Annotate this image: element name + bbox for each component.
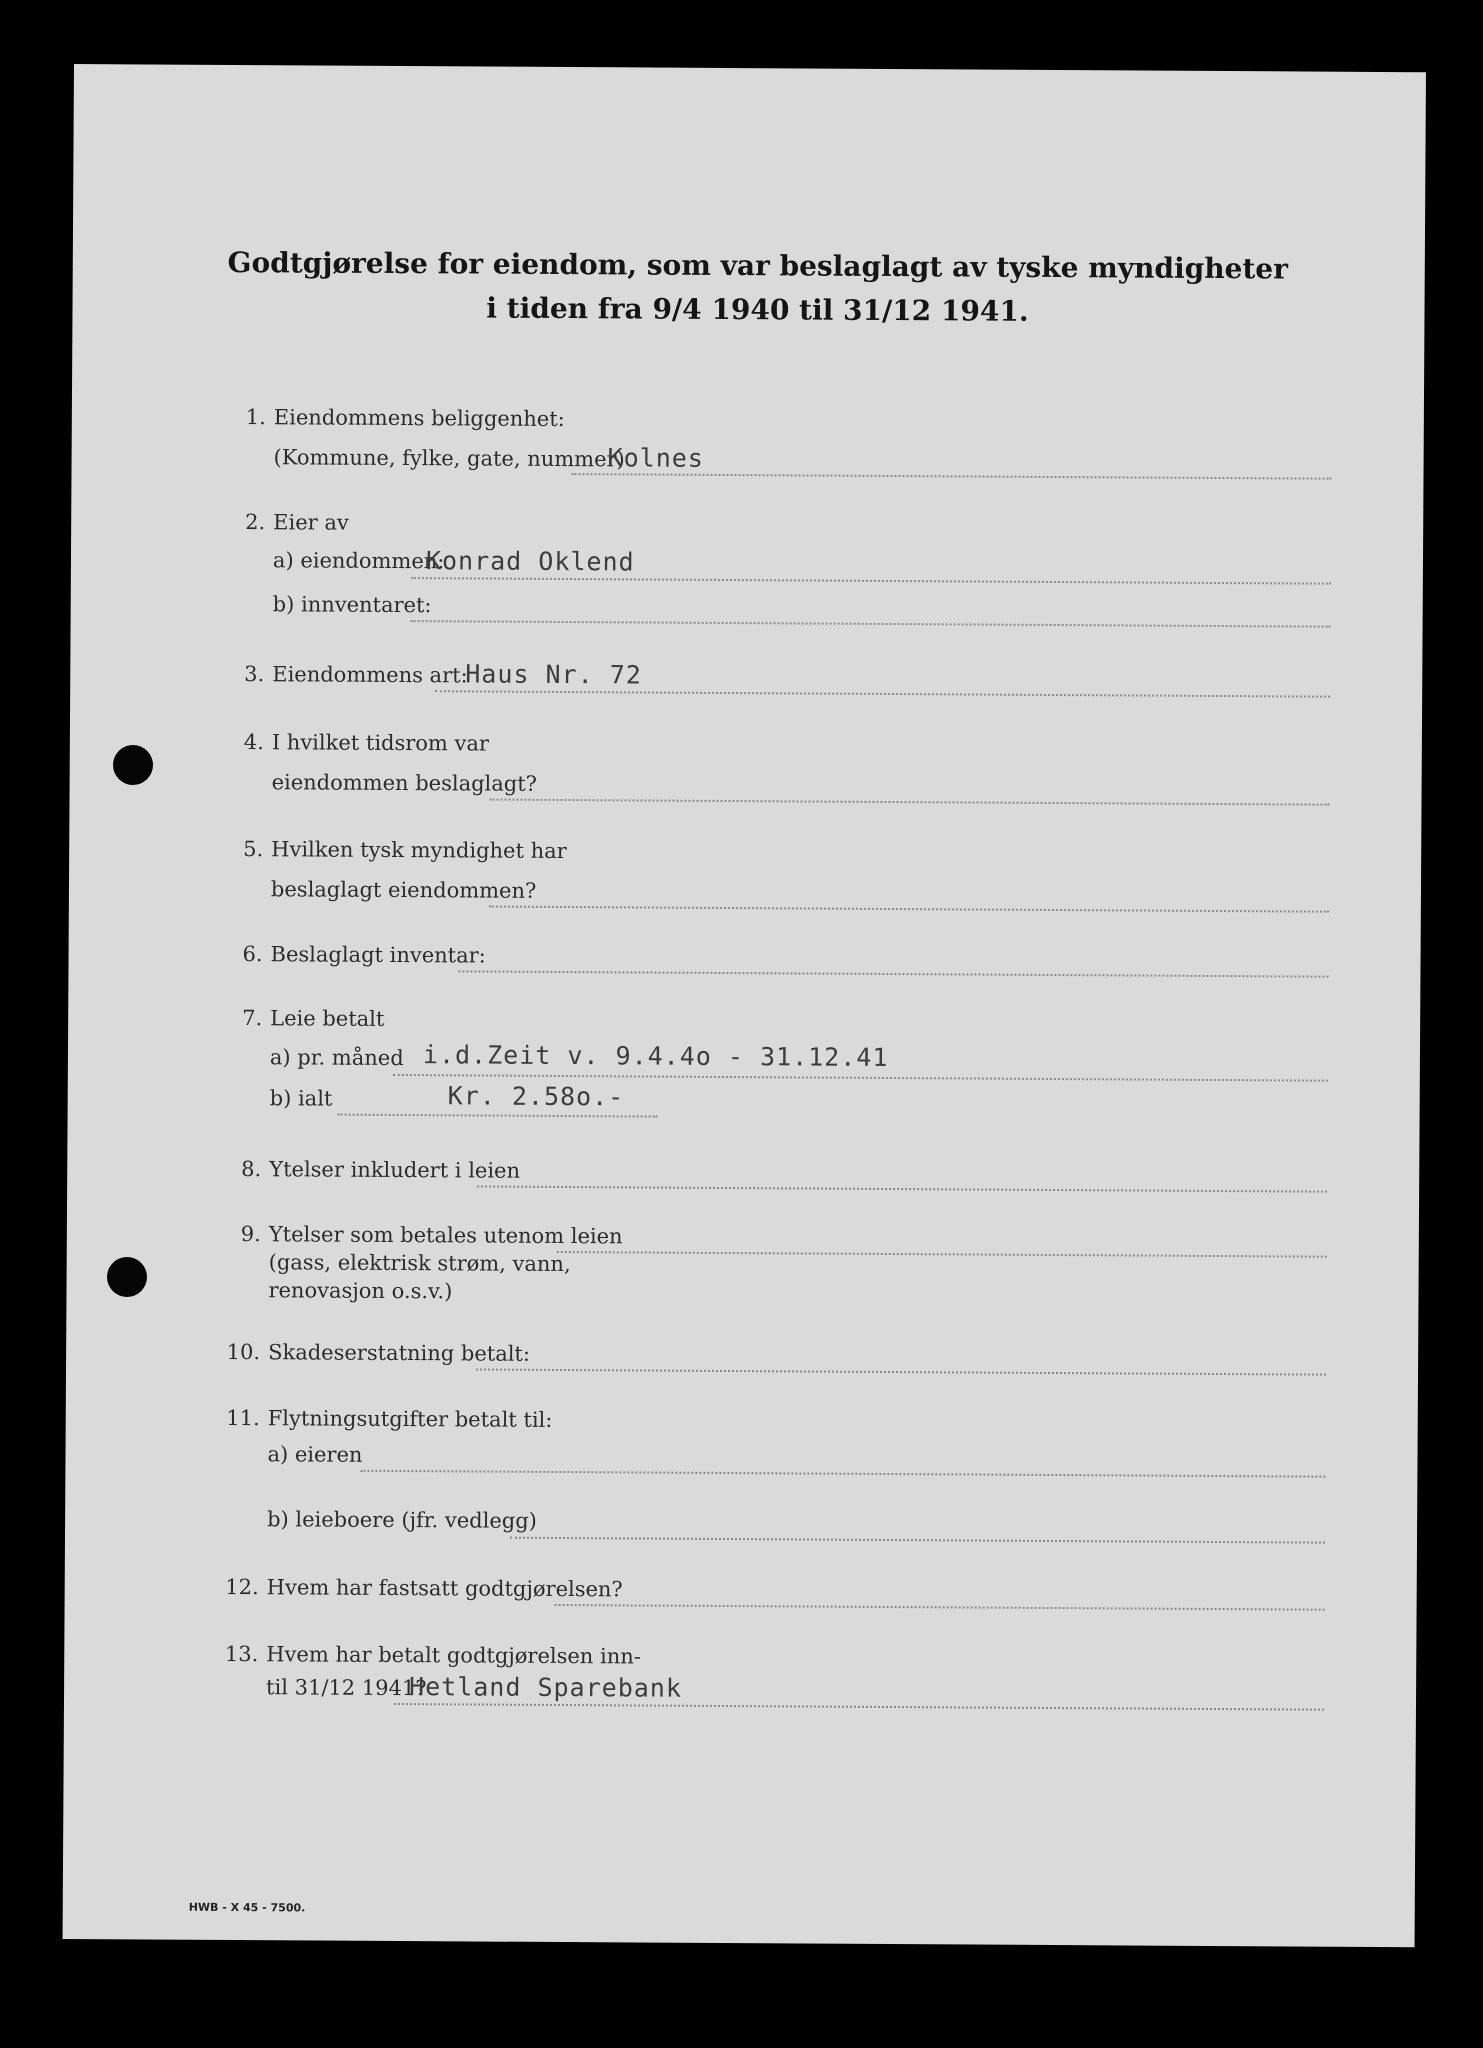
question-number: 12.: [225, 1574, 259, 1600]
sub-label: b) innventaret:: [272, 592, 432, 618]
answer-line: [411, 577, 1331, 585]
question-text: beslaglagt eiendommen?: [270, 877, 537, 903]
question-text: Eier av: [273, 510, 349, 535]
question-text: Hvem har fastsatt godtgjørelsen?: [266, 1575, 623, 1602]
answer-line: [458, 970, 1328, 977]
typed-answer: Haus Nr. 72: [465, 659, 642, 690]
question-number: 9.: [240, 1222, 261, 1247]
question-text: Eiendommens beliggenhet:: [273, 405, 565, 432]
answer-line: [411, 620, 1331, 628]
sub-label: a) eiendommen:: [272, 548, 445, 574]
answer-line: [571, 473, 1331, 480]
question-text: eiendommen beslaglagt?: [271, 770, 538, 796]
question-number: 7.: [242, 1006, 263, 1031]
question-text: Eiendommens art:: [272, 662, 468, 688]
question-number: 2.: [245, 510, 266, 535]
question-text: (gass, elektrisk strøm, vann,: [268, 1250, 571, 1277]
question-number: 5.: [243, 837, 264, 862]
answer-line: [393, 1074, 1328, 1082]
answer-line: [338, 1114, 658, 1118]
answer-line: [490, 799, 1330, 806]
question-number: 8.: [241, 1157, 262, 1182]
sub-label: a) pr. måned: [269, 1045, 404, 1071]
question-text: til 31/12 1941?: [266, 1675, 427, 1701]
answer-line: [477, 1185, 1327, 1192]
form-title: [72, 240, 1443, 336]
question-number: 13.: [224, 1641, 259, 1667]
typed-answer: Kolnes: [607, 443, 705, 473]
question-text: Skadeserstatning betalt:: [268, 1340, 531, 1366]
title-line-2: i tiden fra 9/4 1940 til 31/12 1941.: [486, 291, 1029, 328]
question-number: 3.: [244, 662, 265, 687]
question-text: I hvilket tidsrom var: [271, 730, 490, 756]
sub-label: a) eieren: [267, 1442, 363, 1467]
answer-line: [476, 1368, 1326, 1375]
punch-hole: [113, 745, 153, 785]
question-number: 6.: [242, 942, 263, 967]
question-text: renovasjon o.s.v.): [268, 1278, 453, 1304]
question-text: (Kommune, fylke, gate, nummer): [273, 445, 625, 472]
question-text: Flytningsutgifter betalt til:: [267, 1406, 553, 1432]
question-text: Hvem har betalt godtgjørelsen inn-: [266, 1642, 641, 1669]
sub-label: b) leieboere (jfr. vedlegg): [267, 1507, 537, 1533]
question-text: Leie betalt: [270, 1006, 385, 1031]
answer-line: [557, 1251, 1327, 1258]
punch-hole: [107, 1257, 147, 1297]
question-text: Ytelser som betales utenom leien: [268, 1222, 623, 1249]
question-text: Beslaglagt inventar:: [270, 942, 486, 968]
answer-line: [555, 1604, 1325, 1611]
question-number: 1.: [245, 405, 266, 430]
typed-answer: Konrad Oklend: [425, 546, 635, 577]
title-line-1: Godtgjørelse for eiendom, som var beslaglagt av tyske myndigheter: [227, 245, 1289, 286]
question-text: Ytelser inkludert i leien: [269, 1157, 521, 1183]
answer-line: [360, 1470, 1325, 1478]
answer-line: [394, 1703, 1324, 1711]
typed-answer: Kr. 2.58o.-: [447, 1081, 625, 1112]
question-text: Hvilken tysk myndighet har: [271, 837, 567, 864]
sub-label: b) ialt: [269, 1086, 333, 1111]
typed-answer: i.d.Zeit v. 9.4.4o - 31.12.41: [422, 1040, 889, 1072]
form-page: [63, 64, 1426, 1947]
answer-line: [510, 1537, 1325, 1544]
question-number: 10.: [226, 1339, 261, 1365]
print-code: HWB - X 45 - 7500.: [188, 1900, 306, 1915]
answer-line: [435, 690, 1330, 697]
typed-answer: Hetland Sparebank: [409, 1672, 683, 1703]
answer-line: [489, 906, 1329, 913]
question-number: 4.: [243, 730, 264, 755]
question-number: 11.: [226, 1405, 260, 1431]
